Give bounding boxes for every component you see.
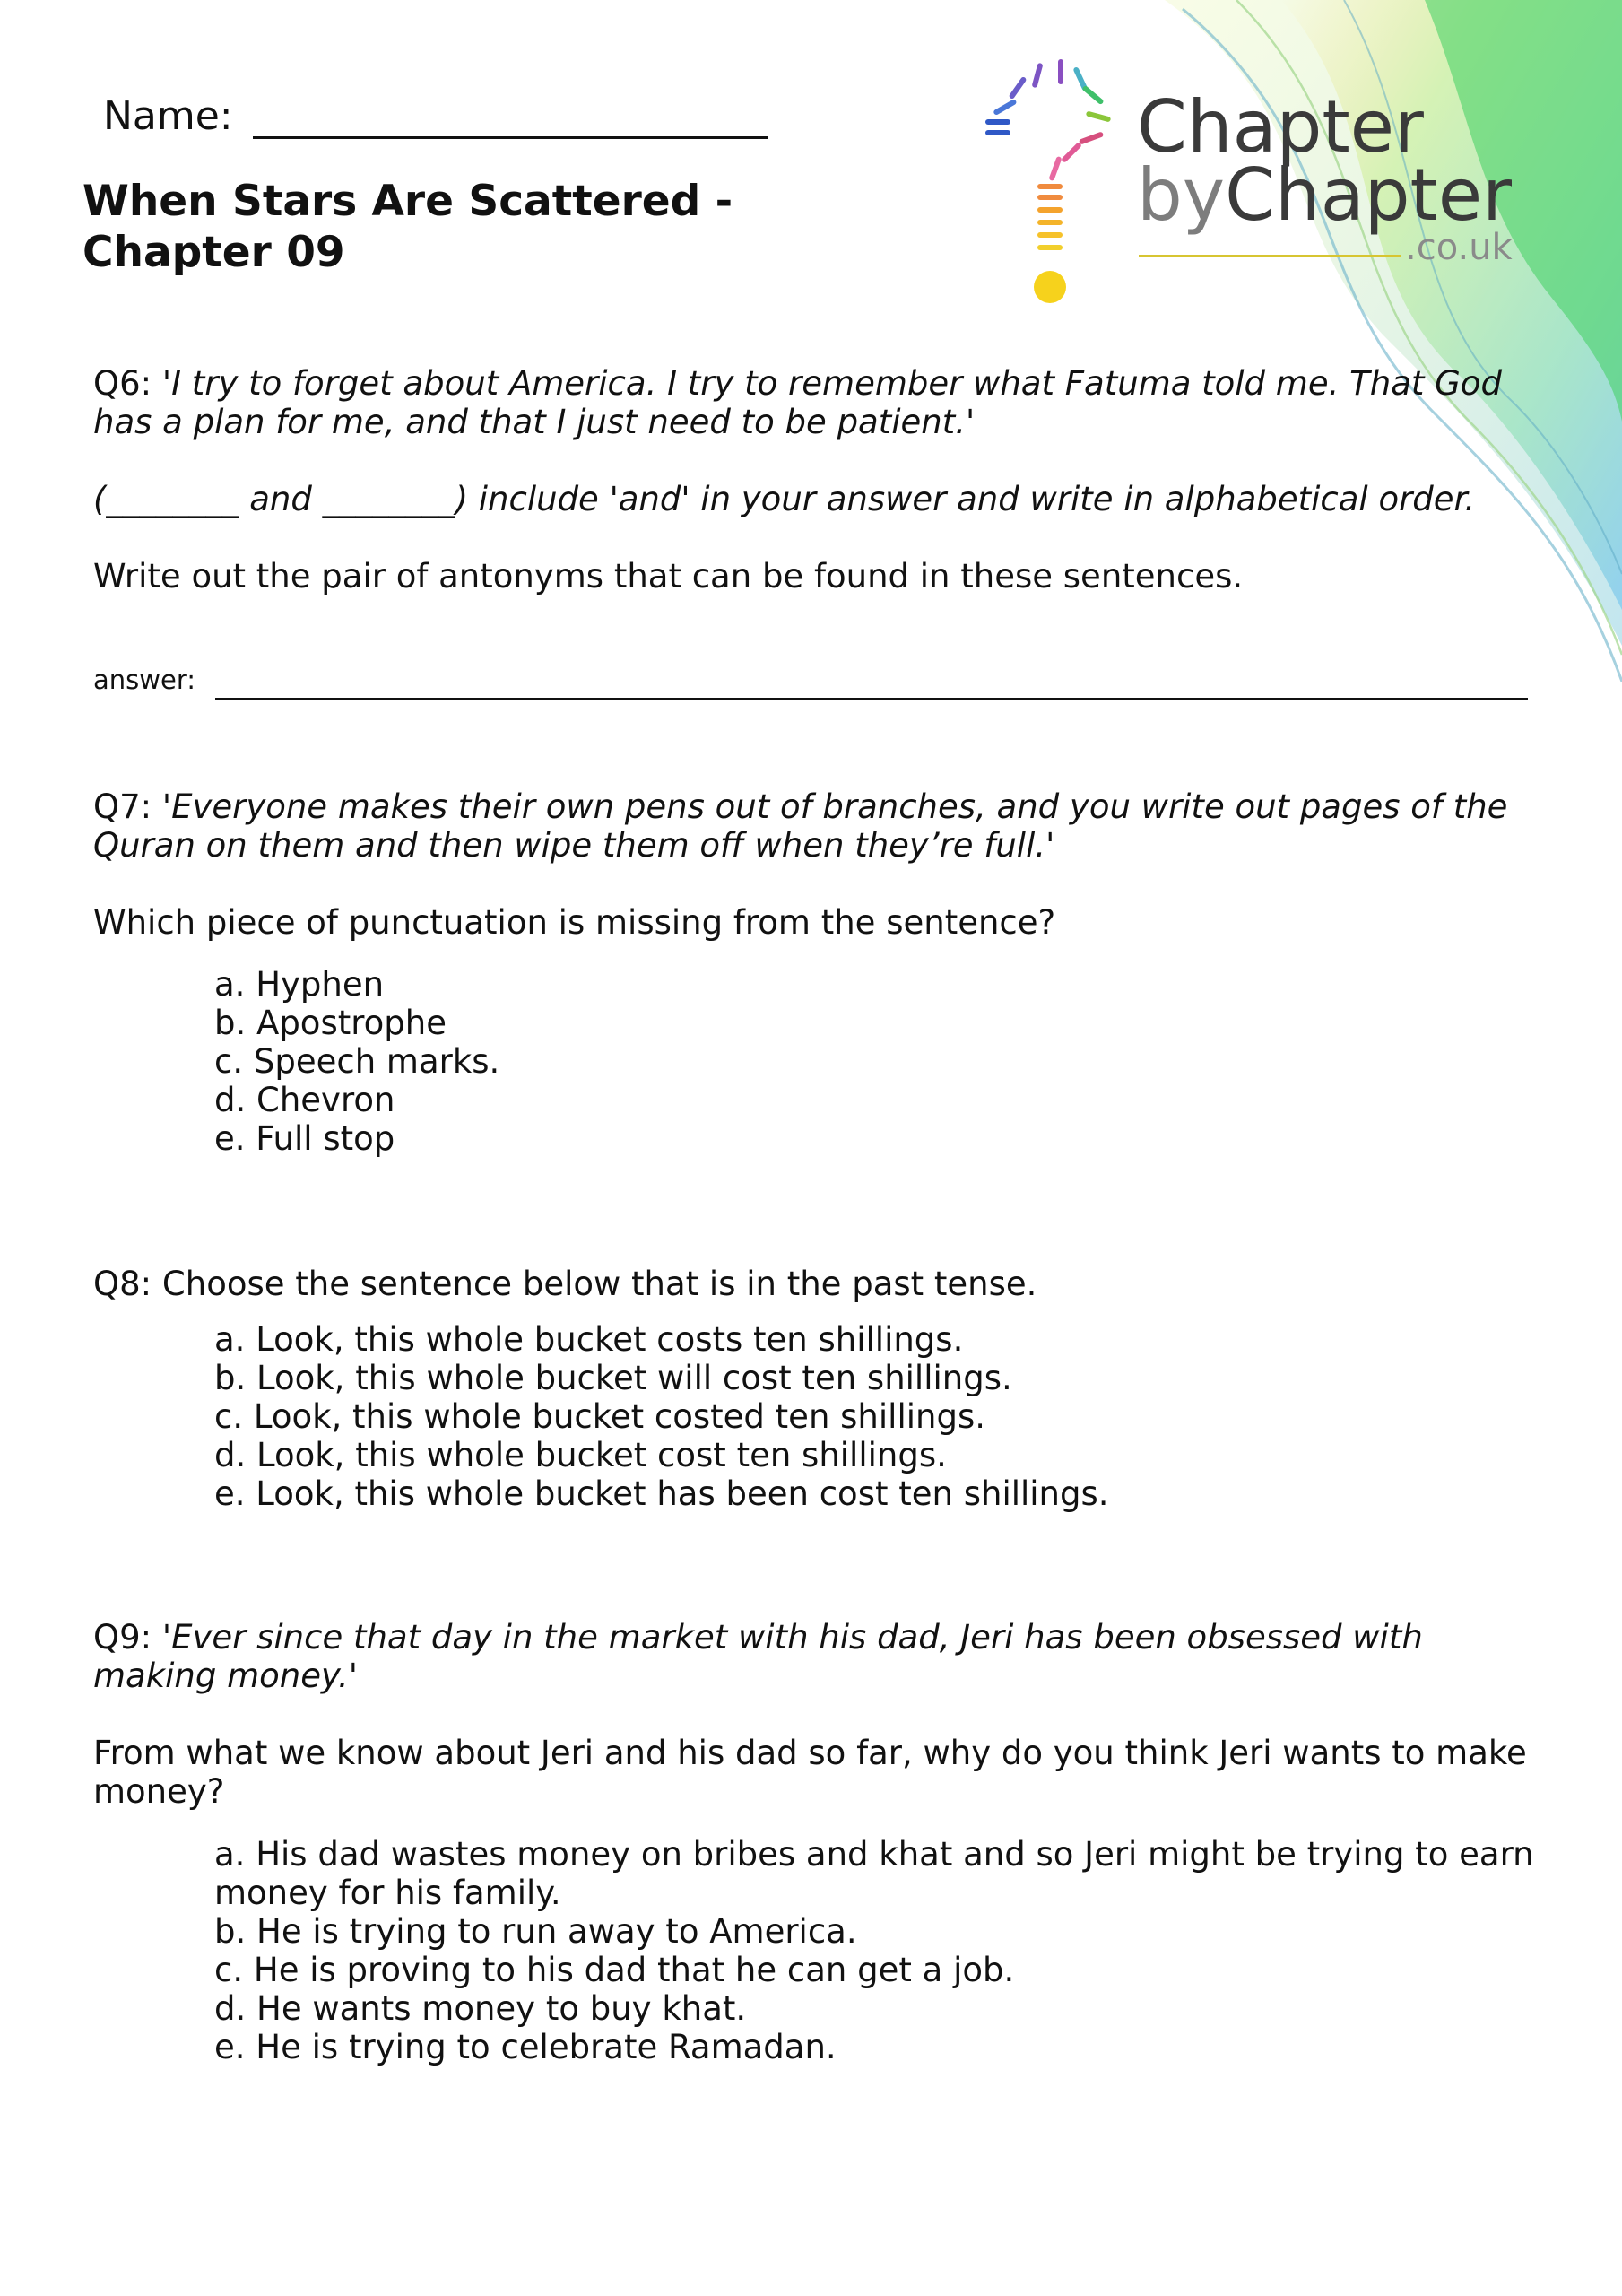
q7-option-b[interactable]: b. Apostrophe bbox=[214, 1004, 447, 1042]
q8-option-a[interactable]: a. Look, this whole bucket costs ten shillings. bbox=[214, 1320, 964, 1359]
q9-options bbox=[214, 1835, 1559, 2066]
question-8 bbox=[93, 1265, 1546, 1303]
q6-prompt: Write out the pair of antonyms that can be found in these sentences. bbox=[93, 557, 1244, 596]
name-field-row bbox=[103, 90, 768, 139]
q8-options bbox=[214, 1320, 1559, 1513]
q7-option-d[interactable]: d. Chevron bbox=[214, 1081, 395, 1119]
q7-prompt: Which piece of punctuation is missing from the sentence? bbox=[93, 903, 1056, 942]
q6-answer-line[interactable] bbox=[215, 676, 1528, 700]
q9-quote: 'Ever since that day in the market with his dad, Jeri has been obsessed with making money.' bbox=[93, 1618, 1423, 1695]
q9-option-b[interactable]: b. He is trying to run away to America. bbox=[214, 1912, 857, 1951]
worksheet-title: When Stars Are Scattered - Chapter 09 bbox=[82, 177, 733, 277]
q7-quote: 'Everyone makes their own pens out of branches, and you write out pages of the Quran on them and then wipe them off when they’re full.' bbox=[93, 787, 1508, 865]
chapter-by-chapter-logo bbox=[968, 52, 1524, 312]
q8-option-c[interactable]: c. Look, this whole bucket costed ten shillings. bbox=[214, 1397, 985, 1436]
q9-prompt: From what we know about Jeri and his dad so far, why do you think Jeri wants to make money? bbox=[93, 1734, 1527, 1811]
name-label: Name: bbox=[103, 93, 233, 139]
q8-option-e[interactable]: e. Look, this whole bucket has been cost ten shillings. bbox=[214, 1474, 1109, 1513]
question-mark-books-icon bbox=[968, 52, 1121, 312]
q6-hint: (________ and ________) include 'and' in your answer and write in alphabetical order. bbox=[93, 480, 1476, 518]
logo-text-chapter: Chapter bbox=[1137, 85, 1424, 169]
q8-option-d[interactable]: d. Look, this whole bucket cost ten shillings. bbox=[214, 1436, 947, 1474]
q9-option-e[interactable]: e. He is trying to celebrate Ramadan. bbox=[214, 2028, 837, 2066]
logo-text-bychapter: byChapter bbox=[1137, 153, 1512, 237]
q7-label: Q7: bbox=[93, 787, 152, 826]
q8-prompt: Choose the sentence below that is in the past tense. bbox=[161, 1265, 1037, 1303]
q8-label: Q8: bbox=[93, 1265, 152, 1303]
q9-option-d[interactable]: d. He wants money to buy khat. bbox=[214, 1989, 747, 2028]
question-6 bbox=[93, 364, 1546, 596]
question-7 bbox=[93, 787, 1546, 942]
q6-stem bbox=[93, 364, 1546, 441]
logo-underline bbox=[1139, 255, 1401, 257]
q9-label: Q9: bbox=[93, 1618, 152, 1657]
q7-stem bbox=[93, 787, 1546, 865]
question-9 bbox=[93, 1618, 1546, 1811]
name-input-line[interactable] bbox=[253, 90, 768, 139]
q6-label: Q6: bbox=[93, 364, 152, 403]
q7-option-a[interactable]: a. Hyphen bbox=[214, 965, 385, 1004]
q9-option-a[interactable]: a. His dad wastes money on bribes and khat and so Jeri might be trying to earn money for his family. bbox=[214, 1835, 1534, 1912]
q6-quote: 'I try to forget about America. I try to remember what Fatuma told me. That God has a plan for me, and that I just need to be patient.' bbox=[93, 364, 1502, 441]
q6-answer-label: answer: bbox=[93, 665, 196, 695]
q6-answer-row bbox=[93, 661, 1528, 700]
q8-option-b[interactable]: b. Look, this whole bucket will cost ten shillings. bbox=[214, 1359, 1012, 1397]
q9-option-c[interactable]: c. He is proving to his dad that he can get a job. bbox=[214, 1951, 1015, 1989]
q9-stem bbox=[93, 1618, 1546, 1695]
q7-options bbox=[214, 965, 1559, 1158]
q7-option-c[interactable]: c. Speech marks. bbox=[214, 1042, 500, 1081]
q7-option-e[interactable]: e. Full stop bbox=[214, 1119, 395, 1158]
logo-domain: .co.uk bbox=[1405, 227, 1513, 268]
